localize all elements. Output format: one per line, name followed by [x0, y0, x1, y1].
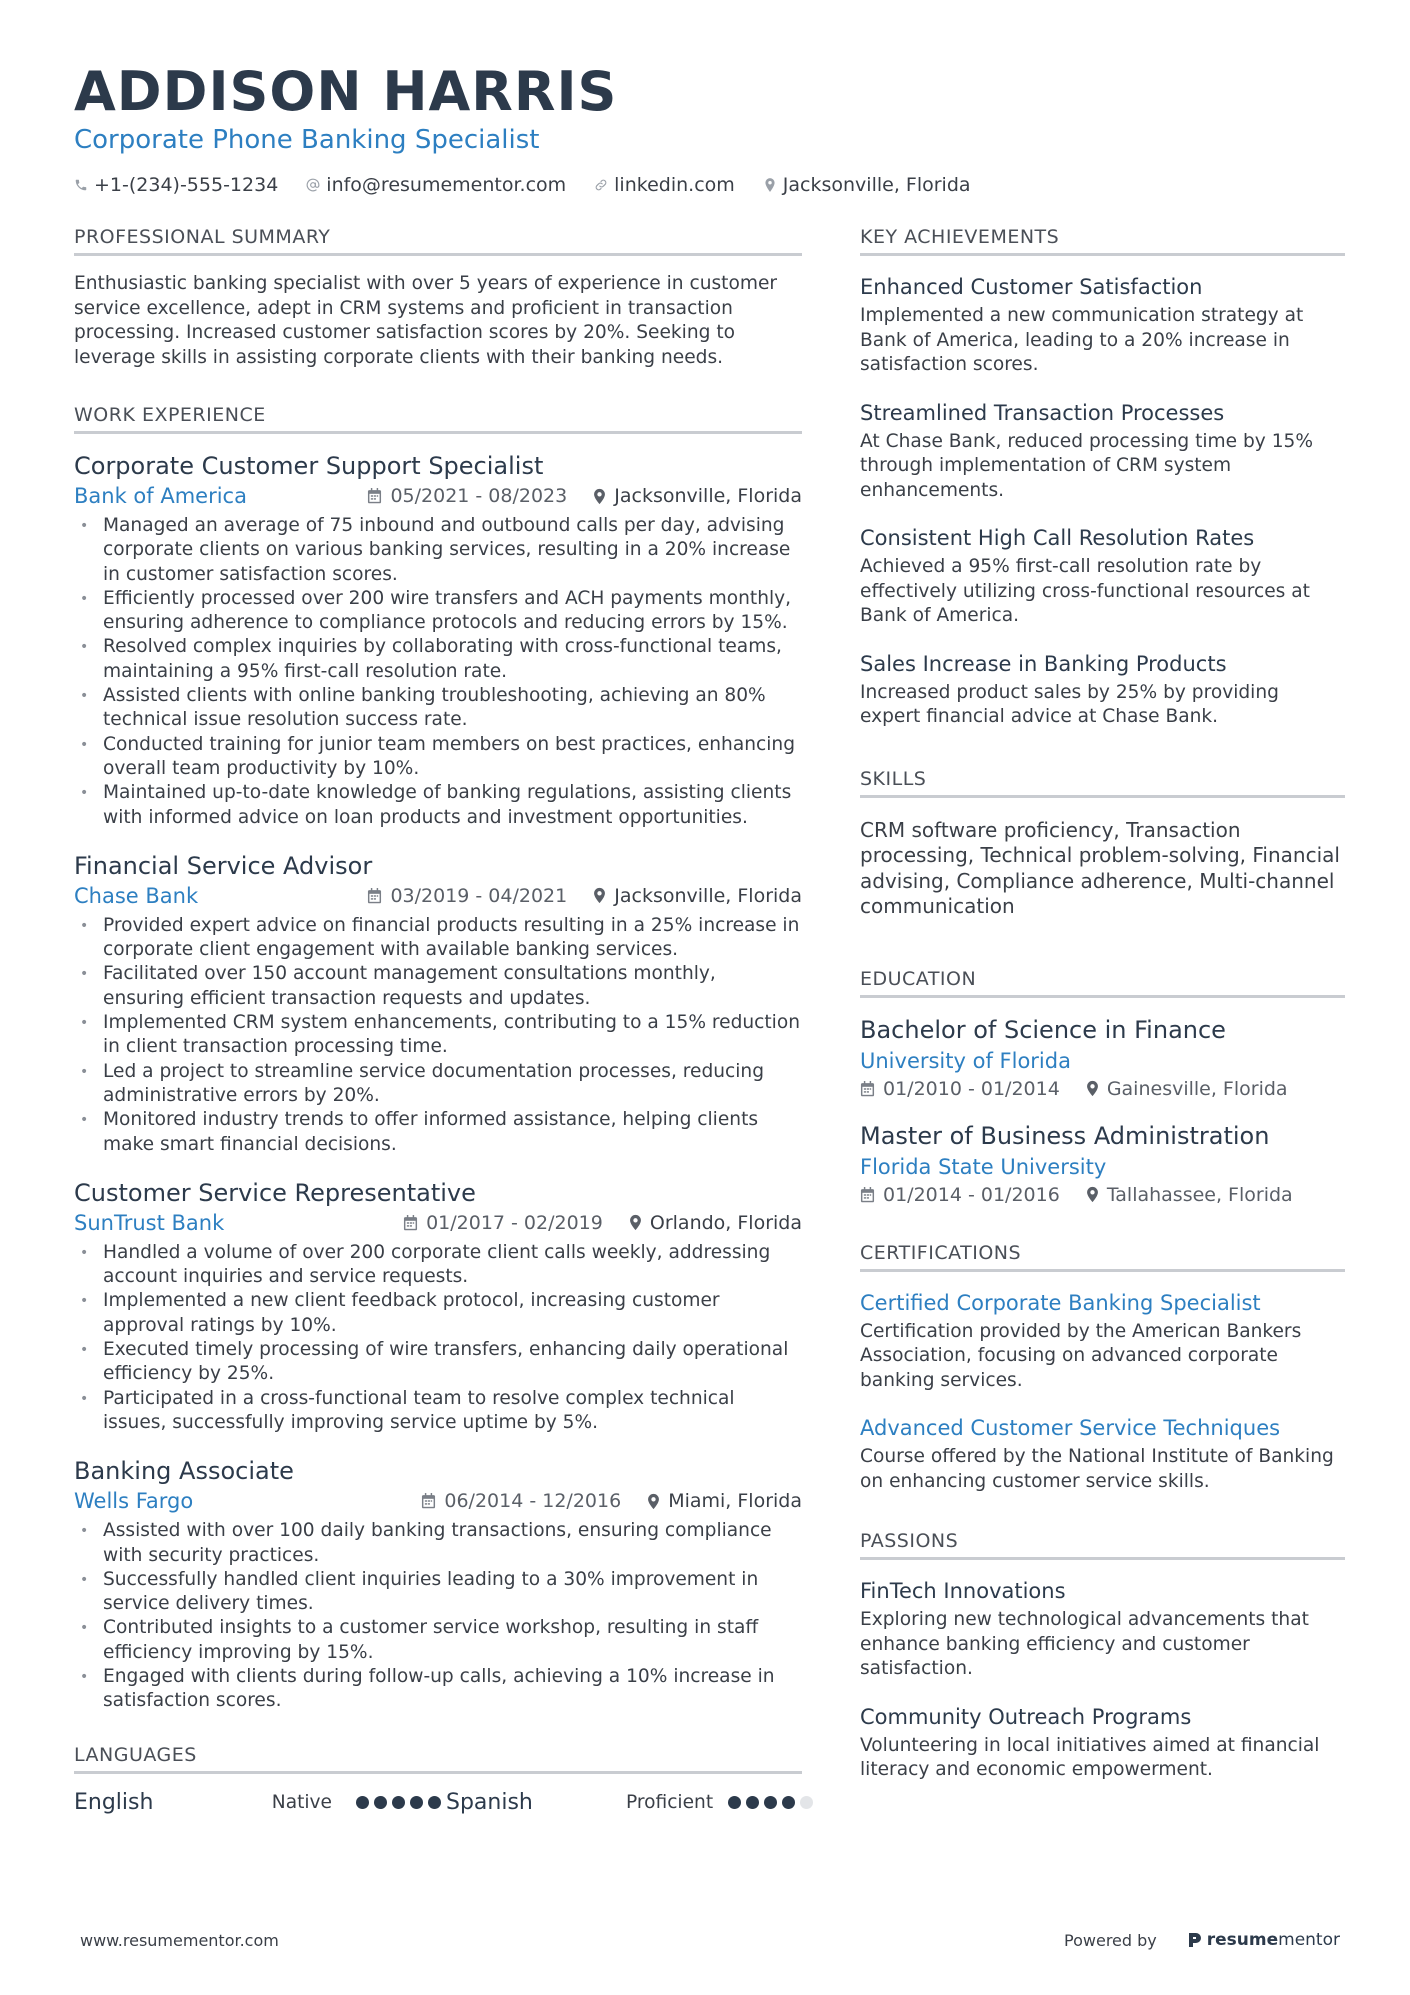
- job-entry: [74, 1455, 802, 1713]
- education-dates-text: 01/2014 - 01/2016: [883, 1183, 1060, 1206]
- achievement-item: [860, 272, 1345, 378]
- candidate-name: ADDISON HARRIS: [74, 60, 618, 123]
- experience-section: [74, 404, 802, 1714]
- job-entry: [74, 1177, 802, 1435]
- rating-dot: [428, 1796, 441, 1809]
- achievement-title: Streamlined Transaction Processes: [860, 400, 1225, 425]
- contact-location: [763, 174, 971, 196]
- company-name: SunTrust Bank: [74, 1210, 225, 1235]
- rating-dot: [392, 1796, 405, 1809]
- job-bullet: • Successfully handled client inquiries leading to a 30% improvement in service delivery times.: [74, 1568, 802, 1617]
- job-meta: [74, 1489, 802, 1513]
- company-name: Bank of America: [74, 484, 247, 508]
- summary-section: [74, 226, 802, 370]
- achievement-desc: Implemented a new communication strategy at Bank of America, leading to a 20% increase in satisfaction scores.: [860, 305, 1304, 375]
- education-dates-text: 01/2010 - 01/2014: [883, 1077, 1060, 1100]
- education-location: [1086, 1078, 1288, 1100]
- job-bullet: • Executed timely processing of wire transfers, enhancing daily operational efficiency by 25%.: [74, 1338, 802, 1387]
- education-list: [860, 1014, 1345, 1206]
- language-level: Native: [271, 1791, 332, 1813]
- job-location-text: Jacksonville, Florida: [614, 485, 802, 507]
- job-bullets: [74, 1519, 802, 1713]
- calendar-icon: [421, 1493, 436, 1509]
- language-rating: [356, 1796, 446, 1809]
- job-bullet: • Implemented a new client feedback protocol, increasing customer approval ratings by 10%.: [74, 1289, 802, 1338]
- job-bullet: • Participated in a cross-functional team to resolve complex technical issues, successfully improving service uptime by 5%.: [74, 1387, 802, 1436]
- brand-rest-text: mentor: [1278, 1930, 1340, 1950]
- link-icon: [594, 178, 608, 192]
- calendar-icon: [860, 1187, 875, 1203]
- job-location: [593, 885, 802, 907]
- job-bullet: • Provided expert advice on financial products resulting in a 25% increase in corporate client engagement with available banking services.: [74, 914, 802, 963]
- language-rating: [728, 1796, 818, 1809]
- candidate-headline: Corporate Phone Banking Specialist: [74, 125, 540, 155]
- contact-linkedin[interactable]: [594, 174, 735, 196]
- education-item: [860, 1120, 1345, 1206]
- linkedin-text: linkedin.com: [614, 174, 735, 196]
- education-dates: [860, 1184, 1060, 1206]
- job-bullet: • Assisted with over 100 daily banking transactions, ensuring compliance with security practices.: [74, 1519, 802, 1568]
- language-item: [446, 1790, 818, 1815]
- page-footer: [80, 1930, 1340, 1950]
- achievement-desc: Increased product sales by 25% by providing expert financial advice at Chase Bank.: [860, 681, 1279, 727]
- map-pin-icon: [647, 1493, 660, 1510]
- certification-title: Certified Corporate Banking Specialist: [860, 1290, 1261, 1315]
- achievement-item: [860, 523, 1345, 629]
- job-location-text: Miami, Florida: [668, 1490, 802, 1513]
- calendar-icon: [367, 488, 382, 504]
- job-meta-right: [395, 1490, 802, 1512]
- job-bullet: • Implemented CRM system enhancements, contributing to a 15% reduction in client transaction processing time.: [74, 1011, 802, 1060]
- job-bullets: [74, 1241, 802, 1435]
- education-section: [860, 968, 1345, 1206]
- certification-desc: Certification provided by the American Bankers Association, focusing on advanced corporate banking services.: [860, 1320, 1302, 1391]
- achievements-section: [860, 226, 1345, 730]
- certification-item: [860, 1413, 1345, 1494]
- achievement-list: [860, 272, 1345, 730]
- contact-email[interactable]: [306, 174, 566, 196]
- left-column: [74, 226, 802, 1849]
- job-title: Banking Associate: [74, 1457, 294, 1486]
- job-entry: [74, 850, 802, 1157]
- calendar-icon: [403, 1215, 418, 1231]
- job-dates-text: 05/2021 - 08/2023: [390, 485, 568, 507]
- job-bullet: • Monitored industry trends to offer informed assistance, helping clients make smart financial decisions.: [74, 1108, 802, 1157]
- summary-text: Enthusiastic banking specialist with over 5 years of experience in customer service excellence, adept in CRM systems and proficient in transaction processing. Increased customer satisfaction scores by 20%. Seeking to leverage skills in assisting corporate clients with their banking needs.: [74, 273, 778, 368]
- passion-title: Community Outreach Programs: [860, 1704, 1192, 1729]
- job-bullet: • Led a project to streamline service documentation processes, reducing administrative errors by 20%.: [74, 1060, 802, 1109]
- job-bullet: • Conducted training for junior team members on best practices, enhancing overall team productivity by 10%.: [74, 733, 802, 782]
- certifications-section: [860, 1242, 1345, 1495]
- job-location-text: Orlando, Florida: [649, 1211, 802, 1234]
- passion-title: FinTech Innovations: [860, 1579, 1066, 1603]
- brand-bold-text: resume: [1206, 1930, 1279, 1950]
- education-heading: EDUCATION: [860, 968, 1345, 998]
- job-location: [647, 1490, 802, 1512]
- brand-logo[interactable]: [1187, 1930, 1340, 1950]
- rating-dot: [764, 1796, 777, 1809]
- rating-dot: [746, 1796, 759, 1809]
- certification-desc: Course offered by the National Institute of Banking on enhancing customer service skills.: [860, 1446, 1334, 1492]
- brand-mark-icon: [1187, 1931, 1203, 1949]
- language-name: Spanish: [446, 1789, 533, 1815]
- map-pin-icon: [629, 1214, 642, 1231]
- skills-text: CRM software proficiency, Transaction processing, Technical problem-solving, Financial advising, Compliance adherence, Multi-channel communication: [860, 817, 1340, 918]
- education-school: University of Florida: [860, 1048, 1071, 1073]
- map-pin-icon: [763, 177, 777, 193]
- certification-item: [860, 1288, 1345, 1394]
- certification-title: Advanced Customer Service Techniques: [860, 1416, 1281, 1440]
- job-bullet: • Facilitated over 150 account management consultations monthly, ensuring efficient transaction requests and updates.: [74, 962, 802, 1011]
- job-meta-right: [377, 1212, 802, 1234]
- education-meta: [860, 1184, 1345, 1206]
- achievement-desc: At Chase Bank, reduced processing time by 15% through implementation of CRM system enhancements.: [860, 430, 1314, 501]
- job-bullet: • Contributed insights to a customer service workshop, resulting in staff efficiency improving by 15%.: [74, 1616, 802, 1665]
- skills-heading: SKILLS: [860, 768, 1345, 798]
- job-entry: [74, 450, 802, 830]
- language-item: [74, 1790, 446, 1815]
- passion-item: [860, 1576, 1345, 1682]
- passion-desc: Volunteering in local initiatives aimed at financial literacy and economic empowerment.: [860, 1734, 1320, 1780]
- language-list: [74, 1790, 802, 1815]
- achievement-title: Enhanced Customer Satisfaction: [860, 275, 1203, 299]
- job-bullets: [74, 914, 802, 1157]
- job-dates-text: 01/2017 - 02/2019: [426, 1211, 603, 1234]
- language-name: English: [74, 1789, 154, 1815]
- job-meta: [74, 1211, 802, 1235]
- rating-dot: [374, 1796, 387, 1809]
- contact-phone: [74, 174, 278, 196]
- job-dates-text: 06/2014 - 12/2016: [444, 1490, 622, 1513]
- right-column: [860, 226, 1345, 1817]
- achievement-title: Sales Increase in Banking Products: [860, 651, 1227, 676]
- education-meta: [860, 1078, 1345, 1100]
- job-location: [593, 485, 802, 507]
- job-bullet: • Managed an average of 75 inbound and outbound calls per day, advising corporate clients on various banking services, resulting in a 20% increase in customer satisfaction scores.: [74, 514, 802, 587]
- rating-dot: [728, 1796, 741, 1809]
- email-text: info@resumementor.com: [326, 174, 567, 196]
- job-meta-right: [341, 885, 802, 907]
- languages-heading: LANGUAGES: [74, 1744, 802, 1774]
- phone-text: +1-(234)-555-1234: [94, 174, 279, 196]
- job-title: Corporate Customer Support Specialist: [74, 452, 544, 480]
- job-bullet: • Engaged with clients during follow-up calls, achieving a 10% increase in satisfaction scores.: [74, 1665, 802, 1714]
- company-name: Chase Bank: [74, 883, 199, 908]
- passions-section: [860, 1530, 1345, 1783]
- powered-by-text: Powered by: [1064, 1930, 1157, 1950]
- job-dates-text: 03/2019 - 04/2021: [390, 884, 568, 907]
- at-sign-icon: [306, 178, 320, 192]
- job-bullet: • Efficiently processed over 200 wire transfers and ACH payments monthly, ensuring adherence to compliance protocols and reducing errors by 15%.: [74, 587, 802, 636]
- job-meta: [74, 484, 802, 508]
- language-level: Proficient: [626, 1791, 714, 1813]
- rating-dot: [410, 1796, 423, 1809]
- job-location-text: Jacksonville, Florida: [614, 884, 802, 907]
- rating-dot: [800, 1796, 813, 1809]
- experience-heading: WORK EXPERIENCE: [74, 404, 802, 434]
- achievement-item: [860, 398, 1345, 504]
- rating-dot: [782, 1796, 795, 1809]
- job-dates: [367, 485, 567, 507]
- languages-section: [74, 1744, 802, 1815]
- rating-dot: [356, 1796, 369, 1809]
- education-school: Florida State University: [860, 1154, 1107, 1179]
- job-bullets: [74, 514, 802, 830]
- job-meta: [74, 884, 802, 908]
- skills-section: [860, 768, 1345, 920]
- achievement-title: Consistent High Call Resolution Rates: [860, 526, 1255, 550]
- job-bullet: • Handled a volume of over 200 corporate client calls weekly, addressing account inquiries and service requests.: [74, 1241, 802, 1290]
- achievement-desc: Achieved a 95% first-call resolution rate by effectively utilizing cross-functional resources at Bank of America.: [860, 556, 1310, 626]
- job-dates: [367, 885, 567, 907]
- job-bullet: • Resolved complex inquiries by collaborating with cross-functional teams, maintaining a 95% first-call resolution rate.: [74, 635, 802, 684]
- footer-branding: [1064, 1930, 1340, 1950]
- company-name: Wells Fargo: [74, 1489, 194, 1514]
- calendar-icon: [367, 888, 382, 904]
- job-dates: [403, 1212, 603, 1234]
- map-pin-icon: [1086, 1080, 1099, 1097]
- education-degree: Master of Business Administration: [860, 1121, 1270, 1150]
- passion-item: [860, 1702, 1345, 1783]
- achievement-item: [860, 649, 1345, 730]
- job-bullet: • Assisted clients with online banking troubleshooting, achieving an 80% technical issue resolution success rate.: [74, 684, 802, 733]
- job-dates: [421, 1490, 621, 1512]
- job-title: Customer Service Representative: [74, 1178, 476, 1207]
- certification-list: [860, 1288, 1345, 1495]
- job-meta-right: [341, 485, 802, 507]
- location-text: Jacksonville, Florida: [782, 174, 971, 196]
- summary-heading: PROFESSIONAL SUMMARY: [74, 226, 802, 256]
- job-title: Financial Service Advisor: [74, 851, 373, 880]
- map-pin-icon: [593, 887, 606, 904]
- education-location-text: Gainesville, Florida: [1106, 1077, 1288, 1100]
- footer-url[interactable]: www.resumementor.com: [80, 1930, 279, 1950]
- phone-icon: [74, 178, 88, 192]
- map-pin-icon: [1086, 1186, 1099, 1203]
- calendar-icon: [860, 1081, 875, 1097]
- certifications-heading: CERTIFICATIONS: [860, 1242, 1345, 1272]
- resume-header: [74, 60, 1344, 196]
- map-pin-icon: [593, 488, 606, 505]
- passion-list: [860, 1576, 1345, 1783]
- contact-bar: [74, 174, 1344, 196]
- education-dates: [860, 1078, 1060, 1100]
- job-list: [74, 450, 802, 1714]
- achievements-heading: KEY ACHIEVEMENTS: [860, 226, 1345, 256]
- education-degree: Bachelor of Science in Finance: [860, 1015, 1226, 1044]
- passion-desc: Exploring new technological advancements that enhance banking efficiency and customer satisfaction.: [860, 1609, 1309, 1679]
- job-location: [629, 1212, 802, 1234]
- education-item: [860, 1014, 1345, 1100]
- job-bullet: • Maintained up-to-date knowledge of banking regulations, assisting clients with informed advice on loan products and investment opportunities.: [74, 781, 802, 830]
- education-location: [1086, 1184, 1293, 1206]
- education-location-text: Tallahassee, Florida: [1106, 1183, 1293, 1206]
- passions-heading: PASSIONS: [860, 1530, 1345, 1560]
